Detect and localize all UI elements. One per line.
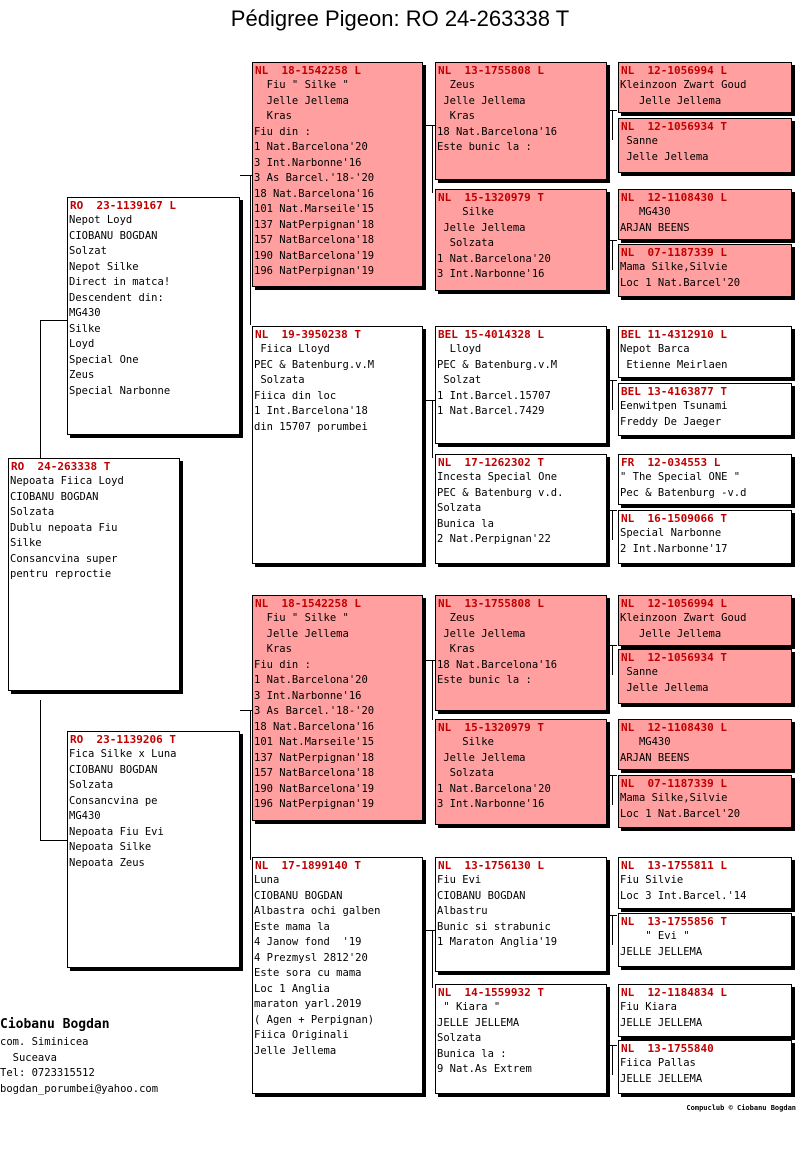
pigeon-info-line: JELLE JELLEMA — [620, 945, 703, 958]
pigeon-info-line: Incesta Special One — [437, 471, 558, 483]
pigeon-card-sdd — [435, 454, 607, 564]
pigeon-info-line: Fiica Pallas — [620, 1057, 696, 1069]
pigeon-info-line: Loc 3 Int.Barcel.'14 — [620, 889, 747, 902]
pigeon-info-line: 4 Prezmysl 2812'20 — [254, 951, 368, 964]
pigeon-info-line: Albastra ochi galben — [254, 905, 381, 917]
pigeon-info-line: 137 NatPerpignan'18 — [254, 751, 375, 764]
ring-number: RO 23-1139206 T — [70, 733, 176, 746]
ring-number: NL 13-1755840 — [621, 1042, 714, 1055]
pigeon-info-line: Bunica la : — [437, 1047, 507, 1060]
pigeon-card-sire — [67, 197, 240, 435]
ring-number: RO 24-263338 T — [11, 460, 111, 473]
pigeon-card-dam-dam — [252, 857, 423, 1094]
pigeon-info-line: Kleinzoon Zwart Goud — [620, 79, 747, 91]
page-title: Pédigree Pigeon: RO 24-263338 T — [230, 6, 570, 31]
pigeon-card-ggp-15 — [618, 984, 792, 1037]
ring-number: BEL 15-4014328 L — [438, 328, 544, 341]
pigeon-card-ggp-6 — [618, 383, 792, 436]
pigeon-info-line: Luna — [254, 874, 280, 886]
pigeon-info-line: Este sora cu mama — [254, 967, 362, 979]
pigeon-info-line: Fiica Originali — [254, 1029, 349, 1041]
owner-line: Suceava — [0, 1051, 57, 1064]
pigeon-card-main — [8, 458, 180, 691]
pigeon-info-line: Kleinzoon Zwart Goud — [620, 612, 747, 624]
pigeon-info-line: 1 Maraton Anglia'19 — [437, 936, 558, 948]
pigeon-info-line: Zeus — [437, 79, 475, 91]
pigeon-info-line: Jelle Jellema — [437, 751, 526, 764]
pigeon-info-line: PEC & Batenburg.v.M — [254, 358, 375, 371]
pigeon-info-line: 101 Nat.Marseile'15 — [254, 736, 375, 748]
pigeon-info-line: MG430 — [620, 206, 671, 218]
owner-line: bogdan_porumbei@yahoo.com — [0, 1082, 159, 1095]
connector-line — [612, 645, 613, 675]
pigeon-info-line: Fiu Silvie — [620, 874, 684, 886]
pigeon-info-line: PEC & Batenburg.v.M — [437, 358, 558, 371]
ring-number: NL 13-1755811 L — [621, 859, 727, 872]
pigeon-info-line: Special Narbonne — [69, 384, 171, 397]
pigeon-card-ggp-3 — [618, 189, 792, 240]
pigeon-info-line: Kras — [254, 643, 292, 655]
pigeon-info-line: Solzata — [69, 779, 114, 791]
pigeon-info-line: Descendent din: — [69, 291, 164, 304]
ring-number: NL 17-1899140 T — [255, 859, 361, 872]
pigeon-card-dam-sire — [252, 595, 423, 821]
ring-number: NL 12-1056934 T — [621, 651, 727, 664]
pigeon-info-line: Jelle Jellema — [437, 94, 526, 107]
pigeon-info-line: 2 Nat.Perpignan'22 — [437, 533, 551, 545]
pigeon-info-line: 196 NatPerpignan'19 — [254, 798, 375, 810]
pigeon-info-line: Jelle Jellema — [437, 627, 526, 640]
pigeon-card-ssd — [435, 189, 607, 291]
pigeon-info-line: Loc 1 Nat.Barcel'20 — [620, 807, 741, 820]
pigeon-info-line: " Evi " — [620, 930, 690, 942]
pigeon-info-line: Albastru — [437, 905, 488, 917]
ring-number: NL 13-1755808 L — [438, 64, 544, 77]
ring-number: NL 12-1056994 L — [621, 597, 727, 610]
pigeon-info-line: Special Narbonne — [620, 527, 722, 539]
ring-number: RO 23-1139167 L — [70, 199, 176, 212]
ring-number: NL 12-1184834 L — [621, 986, 727, 999]
pigeon-info-line: Zeus — [69, 369, 95, 381]
pigeon-info-line: Zeus — [437, 612, 475, 624]
pigeon-info-line: Fiu Evi — [437, 874, 482, 886]
pigeon-info-line: Jelle Jellema — [254, 1044, 337, 1057]
pigeon-info-line: 196 NatPerpignan'19 — [254, 265, 375, 277]
connector-line — [250, 710, 251, 860]
pigeon-card-ggp-7 — [618, 454, 792, 505]
pigeon-info-line: Fiu din : — [254, 125, 311, 138]
pigeon-info-line: Jelle Jellema — [620, 681, 709, 694]
ring-number: BEL 13-4163877 T — [621, 385, 727, 398]
connector-line — [612, 240, 613, 270]
pigeon-info-line: Solzat — [69, 245, 107, 257]
pigeon-info-line: Loc 1 Nat.Barcel'20 — [620, 276, 741, 289]
pigeon-info-line: Nepoata Zeus — [69, 856, 145, 869]
ring-number: NL 13-1755808 L — [438, 597, 544, 610]
pigeon-info-line: Fiu " Silke " — [254, 79, 349, 91]
connector-line — [612, 775, 613, 805]
pigeon-info-line: 157 NatBarcelona'18 — [254, 234, 375, 246]
pigeon-info-line: ( Agen + Perpignan) — [254, 1013, 375, 1026]
ring-number: NL 13-1756130 L — [438, 859, 544, 872]
pigeon-card-ggp-2 — [618, 118, 792, 173]
pigeon-info-line: Lloyd — [437, 343, 482, 355]
pigeon-info-line: MG430 — [69, 307, 101, 319]
connector-line — [432, 400, 433, 458]
pigeon-info-line: Solzata — [10, 506, 55, 518]
pigeon-info-line: 1 Nat.Barcelona'20 — [254, 141, 368, 153]
pigeon-info-line: 2 Int.Narbonne'17 — [620, 542, 728, 555]
connector-line — [40, 840, 70, 841]
footer-credit: Compuclub © Ciobanu Bogdan — [686, 1104, 796, 1112]
connector-line — [40, 320, 41, 460]
owner-line: com. Siminicea — [0, 1036, 89, 1048]
pigeon-info-line: Jelle Jellema — [437, 221, 526, 234]
pigeon-info-line: Solzat — [437, 374, 482, 386]
pigeon-info-line: Fiu " Silke " — [254, 612, 349, 624]
owner-line: Tel: 0723315512 — [0, 1067, 95, 1079]
pigeon-info-line: Kras — [437, 643, 475, 655]
pigeon-info-line: Mama Silke,Silvie — [620, 792, 728, 804]
connector-line — [612, 510, 613, 540]
pigeon-info-line: Silke — [10, 537, 42, 549]
pigeon-info-line: Nepoata Fiu Evi — [69, 825, 164, 838]
pigeon-info-line: 18 Nat.Barcelona'16 — [437, 658, 558, 671]
pigeon-info-line: " The Special ONE " — [620, 471, 741, 483]
connector-line — [612, 110, 613, 140]
ring-number: NL 17-1262302 T — [438, 456, 544, 469]
pigeon-info-line: Jelle Jellema — [620, 150, 709, 163]
pigeon-card-ggp-13 — [618, 857, 792, 909]
pigeon-info-line: ARJAN BEENS — [620, 751, 690, 764]
pigeon-info-line: CIOBANU BOGDAN — [254, 889, 343, 902]
pigeon-info-line: Este mama la — [254, 920, 330, 933]
ring-number: NL 12-1108430 L — [621, 721, 727, 734]
pigeon-info-line: Sanne — [620, 135, 658, 147]
pigeon-info-line: Eenwitpen Tsunami — [620, 400, 728, 412]
connector-line — [612, 380, 613, 410]
pigeon-info-line: 1 Int.Barcel.15707 — [437, 389, 551, 402]
pigeon-info-line: Loc 1 Anglia — [254, 982, 330, 995]
ring-number: NL 16-1509066 T — [621, 512, 727, 525]
pigeon-info-line: 1 Nat.Barcelona'20 — [437, 782, 551, 795]
ring-number: NL 12-1056994 L — [621, 64, 727, 77]
connector-line — [432, 125, 433, 193]
pigeon-info-line: Consancvina pe — [69, 794, 158, 807]
pigeon-card-ggp-5 — [618, 326, 792, 378]
pigeon-info-line: Nepoata Fiica Loyd — [10, 475, 124, 487]
pigeon-info-line: 137 NatPerpignan'18 — [254, 218, 375, 231]
pigeon-info-line: Mama Silke,Silvie — [620, 261, 728, 273]
pigeon-info-line: Direct in matca! — [69, 276, 171, 288]
ring-number: BEL 11-4312910 L — [621, 328, 727, 341]
ring-number: NL 18-1542258 L — [255, 64, 361, 77]
connector-line — [40, 700, 41, 840]
pigeon-info-line: Solzata — [437, 502, 482, 514]
pigeon-info-line: Solzata — [437, 237, 494, 249]
pigeon-info-line: 3 Int.Narbonne'16 — [254, 156, 362, 169]
pigeon-info-line: Fiu din : — [254, 658, 311, 671]
pigeon-info-line: Freddy De Jaeger — [620, 415, 722, 428]
pigeon-info-line: Fiica Lloyd — [254, 343, 330, 355]
pigeon-card-dam — [67, 731, 240, 968]
ring-number: NL 12-1056934 T — [621, 120, 727, 133]
pigeon-info-line: Nepot Barca — [620, 343, 690, 355]
pigeon-info-line: Este bunic la : — [437, 141, 532, 153]
pigeon-info-line: Nepoata Silke — [69, 841, 152, 853]
pigeon-info-line: Silke — [437, 206, 494, 218]
pigeon-info-line: 18 Nat.Barcelona'16 — [437, 125, 558, 138]
ring-number: NL 13-1755856 T — [621, 915, 727, 928]
pigeon-info-line: Bunica la — [437, 517, 494, 530]
owner-info — [0, 1015, 240, 1097]
pigeon-info-line: Silke — [437, 736, 494, 748]
pigeon-info-line: 190 NatBarcelona'19 — [254, 782, 375, 795]
pigeon-info-line: 4 Janow fond '19 — [254, 936, 362, 948]
pigeon-info-line: 190 NatBarcelona'19 — [254, 249, 375, 262]
connector-line — [432, 660, 433, 720]
ring-number: NL 18-1542258 L — [255, 597, 361, 610]
pigeon-info-line: CIOBANU BOGDAN — [69, 229, 158, 242]
pigeon-info-line: din 15707 porumbei — [254, 420, 368, 433]
pigeon-info-line: CIOBANU BOGDAN — [69, 763, 158, 776]
pigeon-info-line: Pec & Batenburg -v.d — [620, 486, 747, 499]
pigeon-card-sire-sire — [252, 62, 423, 287]
pigeon-info-line: 157 NatBarcelona'18 — [254, 767, 375, 779]
pigeon-info-line: 3 Int.Narbonne'16 — [254, 689, 362, 702]
pigeon-card-sire-dam — [252, 326, 423, 564]
pigeon-info-line: Etienne Meirlaen — [620, 358, 728, 371]
pigeon-info-line: Silke — [69, 322, 101, 335]
pigeon-info-line: Fiica din loc — [254, 389, 337, 402]
ring-number: FR 12-034553 L — [621, 456, 721, 469]
pigeon-info-line: PEC & Batenburg v.d. — [437, 486, 564, 499]
pigeon-info-line: 3 Int.Narbonne'16 — [437, 798, 545, 810]
pigeon-card-ggp-9 — [618, 595, 792, 646]
connector-line — [250, 175, 251, 325]
ring-number: NL 07-1187339 L — [621, 246, 727, 259]
connector-line — [612, 915, 613, 945]
connector-line — [40, 320, 70, 321]
pigeon-info-line: 101 Nat.Marseile'15 — [254, 203, 375, 215]
pigeon-card-ggp-16 — [618, 1040, 792, 1094]
pigeon-info-line: Fica Silke x Luna — [69, 748, 177, 760]
pigeon-info-line: 1 Nat.Barcelona'20 — [254, 674, 368, 686]
pigeon-card-ggp-1 — [618, 62, 792, 113]
pigeon-card-ddd — [435, 984, 607, 1094]
pigeon-info-line: 3 As Barcel.'18-'20 — [254, 172, 375, 184]
owner-name: Ciobanu Bogdan — [0, 1017, 110, 1032]
pigeon-card-dss — [435, 595, 607, 711]
pigeon-info-line: 9 Nat.As Extrem — [437, 1063, 532, 1075]
pigeon-info-line: MG430 — [620, 736, 671, 748]
ring-number: NL 07-1187339 L — [621, 777, 727, 790]
pigeon-info-line: " Kiara " — [437, 1001, 501, 1013]
pigeon-card-dsd — [435, 719, 607, 825]
pigeon-info-line: JELLE JELLEMA — [437, 1016, 520, 1029]
pigeon-info-line: Solzata — [437, 767, 494, 779]
pigeon-info-line: MG430 — [69, 810, 101, 822]
pigeon-info-line: Jelle Jellema — [620, 627, 722, 640]
ring-number: NL 15-1320979 T — [438, 721, 544, 734]
pigeon-card-ggp-14 — [618, 913, 792, 967]
pigeon-card-ggp-12 — [618, 775, 792, 828]
pigeon-info-line: Jelle Jellema — [254, 94, 349, 107]
pigeon-info-line: 3 Int.Narbonne'16 — [437, 268, 545, 280]
pigeon-info-line: 1 Nat.Barcelona'20 — [437, 252, 551, 265]
ring-number: NL 19-3950238 T — [255, 328, 361, 341]
pigeon-card-sss — [435, 62, 607, 180]
pigeon-card-dds — [435, 857, 607, 972]
pigeon-info-line: JELLE JELLEMA — [620, 1072, 703, 1085]
pigeon-info-line: Fiu Kiara — [620, 1001, 677, 1013]
pigeon-info-line: Solzata — [437, 1032, 482, 1044]
pigeon-info-line: CIOBANU BOGDAN — [437, 889, 526, 902]
connector-line — [612, 1045, 613, 1075]
pigeon-info-line: Nepot Silke — [69, 260, 139, 273]
pigeon-info-line: 1 Int.Barcelona'18 — [254, 405, 368, 417]
pigeon-info-line: JELLE JELLEMA — [620, 1016, 703, 1029]
ring-number: NL 12-1108430 L — [621, 191, 727, 204]
pigeon-info-line: Jelle Jellema — [620, 94, 722, 107]
pigeon-info-line: CIOBANU BOGDAN — [10, 490, 99, 503]
ring-number: NL 14-1559932 T — [438, 986, 544, 999]
pigeon-card-ggp-8 — [618, 510, 792, 564]
pigeon-info-line: Dublu nepoata Fiu — [10, 521, 118, 534]
pigeon-info-line: ARJAN BEENS — [620, 221, 690, 234]
ring-number: NL 15-1320979 T — [438, 191, 544, 204]
connector-line — [432, 930, 433, 988]
pigeon-card-ggp-4 — [618, 244, 792, 297]
pigeon-card-sds — [435, 326, 607, 444]
pigeon-info-line: pentru reproctie — [10, 568, 112, 580]
pigeon-info-line: Nepot Loyd — [69, 214, 133, 226]
pigeon-card-ggp-10 — [618, 649, 792, 704]
pigeon-info-line: maraton yarl.2019 — [254, 998, 362, 1010]
pigeon-info-line: Jelle Jellema — [254, 627, 349, 640]
pigeon-info-line: 18 Nat.Barcelona'16 — [254, 720, 375, 733]
pigeon-card-ggp-11 — [618, 719, 792, 770]
pigeon-info-line: Solzata — [254, 374, 305, 386]
pigeon-info-line: Sanne — [620, 666, 658, 678]
pigeon-info-line: Bunic si strabunic — [437, 920, 551, 933]
pigeon-info-line: Special One — [69, 353, 139, 366]
pigeon-info-line: Loyd — [69, 338, 95, 350]
pigeon-info-line: Kras — [437, 110, 475, 122]
pigeon-info-line: Consancvina super — [10, 552, 118, 565]
pigeon-info-line: Este bunic la : — [437, 674, 532, 686]
pigeon-info-line: 18 Nat.Barcelona'16 — [254, 187, 375, 200]
pigeon-info-line: Kras — [254, 110, 292, 122]
pigeon-info-line: 1 Nat.Barcel.7429 — [437, 405, 545, 417]
pigeon-info-line: 3 As Barcel.'18-'20 — [254, 705, 375, 717]
